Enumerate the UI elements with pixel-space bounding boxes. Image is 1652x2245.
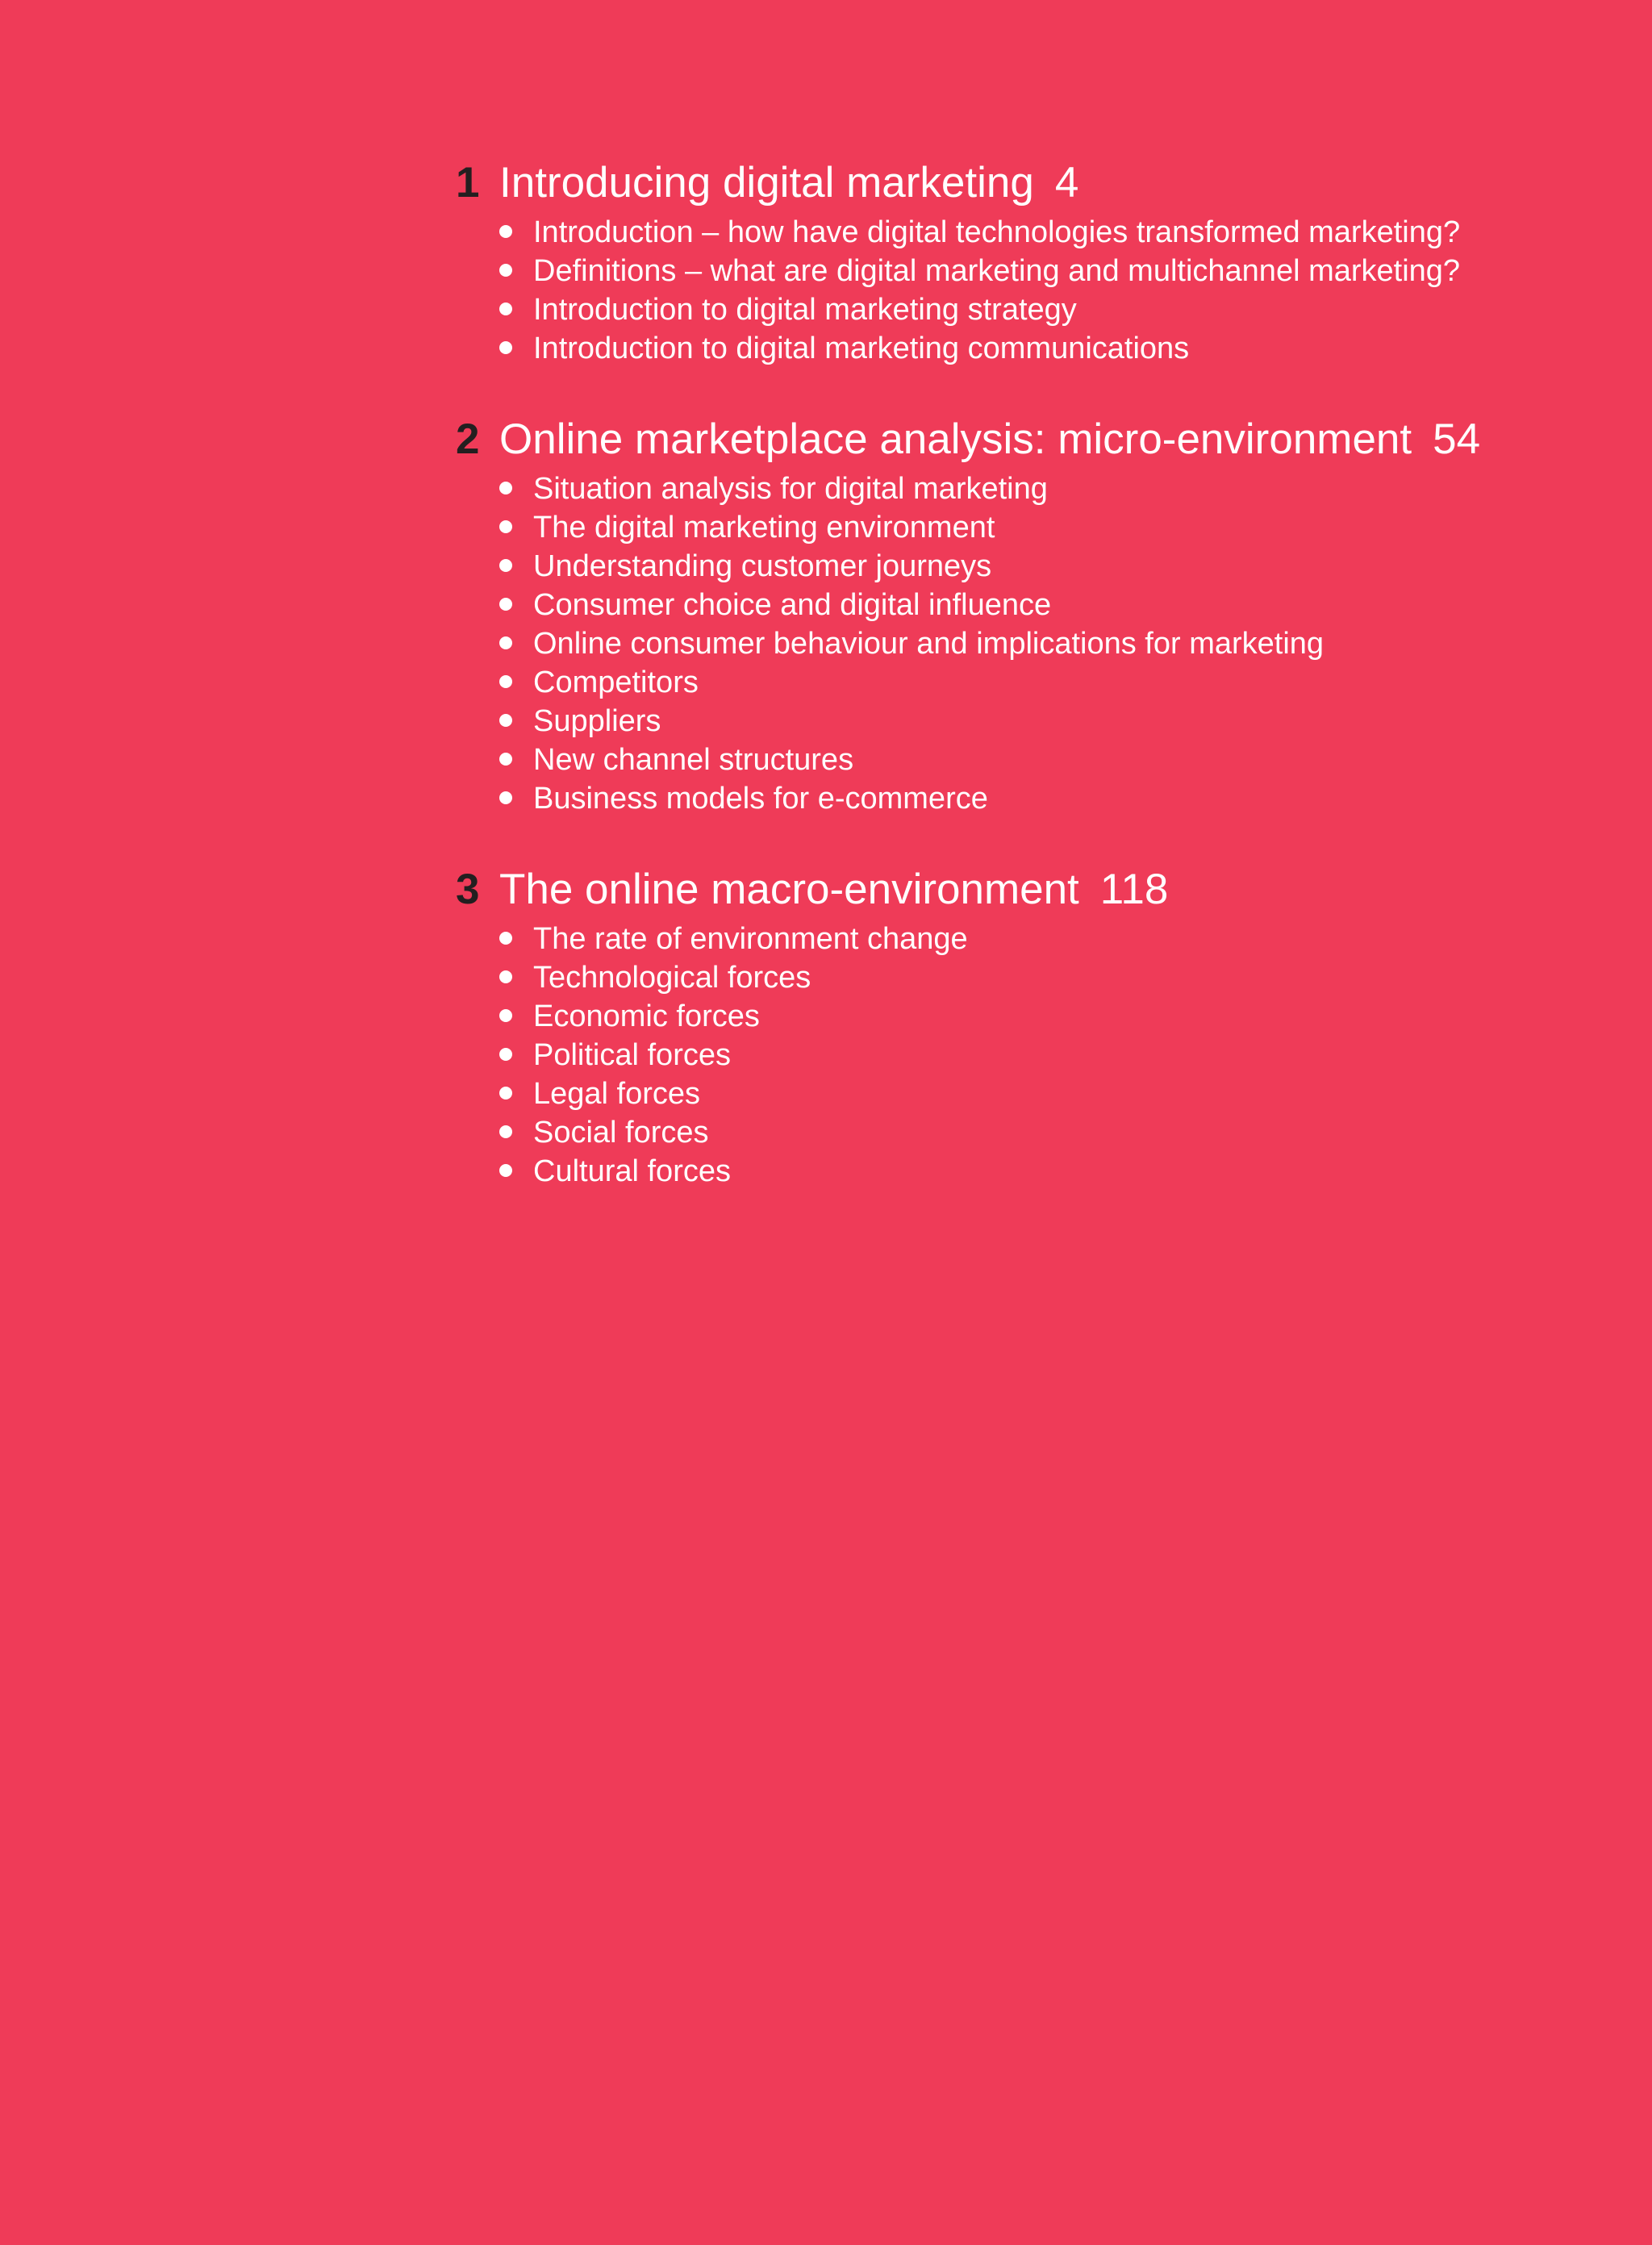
list-item (499, 624, 1617, 663)
list-item (499, 469, 1617, 508)
list-item (499, 702, 1617, 741)
list-item (499, 290, 1617, 329)
chapter-number: 1 (456, 159, 480, 207)
topic-label: Consumer choice and digital influence (533, 588, 1052, 622)
list-item (499, 779, 1617, 818)
list-item (499, 1075, 1617, 1113)
topic-label: Economic forces (533, 999, 760, 1033)
bullet-icon (499, 636, 512, 649)
bullet-icon (499, 675, 512, 688)
topic-label: Suppliers (533, 704, 661, 738)
topic-label: Legal forces (533, 1077, 701, 1111)
topic-label: New channel structures (533, 743, 854, 777)
topic-label: Introduction to digital marketing strategy (533, 293, 1077, 327)
topic-label: Competitors (533, 666, 699, 699)
list-item (499, 586, 1617, 624)
list-item (499, 663, 1617, 702)
chapter-title: Online marketplace analysis: micro-environment (499, 415, 1412, 463)
chapter-page-number: 4 (1054, 159, 1079, 207)
list-item (499, 252, 1617, 290)
topic-label: Online consumer behaviour and implications for marketing (533, 627, 1325, 661)
bullet-icon (499, 482, 512, 494)
bullet-icon (499, 714, 512, 727)
list-item (499, 508, 1617, 547)
list-item (499, 920, 1617, 958)
chapter-number: 2 (456, 415, 480, 463)
bullet-icon (499, 932, 512, 945)
chapter-3 (456, 865, 1617, 1191)
bullet-icon (499, 264, 512, 277)
topic-label: Business models for e-commerce (533, 782, 988, 816)
bullet-icon (499, 1048, 512, 1061)
chapter-page-number: 54 (1433, 415, 1481, 463)
chapter-title: Introducing digital marketing (499, 159, 1034, 207)
chapter-heading (456, 865, 1617, 920)
bullet-icon (499, 341, 512, 354)
list-item (499, 1152, 1617, 1191)
topic-list (456, 469, 1617, 818)
topic-label: Political forces (533, 1038, 731, 1072)
table-of-contents (456, 158, 1617, 1237)
topic-label: Technological forces (533, 961, 811, 995)
topic-list (456, 920, 1617, 1191)
list-item (499, 547, 1617, 586)
bullet-icon (499, 1087, 512, 1100)
list-item (499, 997, 1617, 1036)
topic-label: Understanding customer journeys (533, 549, 992, 583)
bullet-icon (499, 791, 512, 804)
bullet-icon (499, 520, 512, 533)
list-item (499, 958, 1617, 997)
topic-label: Social forces (533, 1116, 709, 1150)
chapter-2 (456, 415, 1617, 818)
chapter-heading (456, 158, 1617, 213)
bullet-icon (499, 598, 512, 611)
bullet-icon (499, 970, 512, 983)
list-item (499, 1113, 1617, 1152)
topic-label: Definitions – what are digital marketing and multichannel marketing? (533, 254, 1461, 288)
chapter-heading (456, 415, 1617, 469)
bullet-icon (499, 1009, 512, 1022)
topic-label: Cultural forces (533, 1154, 731, 1188)
bullet-icon (499, 559, 512, 572)
bullet-icon (499, 1164, 512, 1177)
bullet-icon (499, 1125, 512, 1138)
topic-label: Situation analysis for digital marketing (533, 472, 1048, 506)
topic-list (456, 213, 1617, 368)
list-item (499, 1036, 1617, 1075)
list-item (499, 213, 1617, 252)
bullet-icon (499, 225, 512, 238)
list-item (499, 741, 1617, 779)
topic-label: Introduction – how have digital technologies transformed marketing? (533, 215, 1461, 249)
chapter-1 (456, 158, 1617, 368)
topic-label: The rate of environment change (533, 922, 968, 956)
chapter-page-number: 118 (1099, 866, 1169, 913)
chapter-number: 3 (456, 866, 480, 913)
topic-label: Introduction to digital marketing communications (533, 332, 1190, 365)
list-item (499, 329, 1617, 368)
bullet-icon (499, 303, 512, 315)
topic-label: The digital marketing environment (533, 511, 995, 545)
bullet-icon (499, 753, 512, 766)
chapter-title: The online macro-environment (499, 866, 1079, 913)
